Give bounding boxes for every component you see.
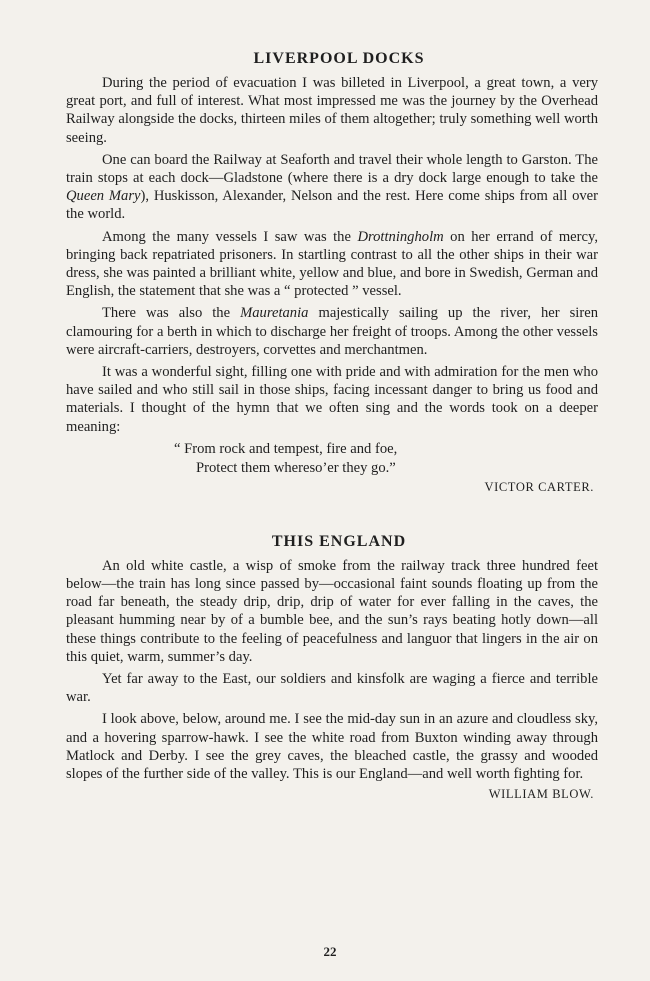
paragraph: There was also the Mauretania majestically sailing up the river, her siren clamouring for a berth in which to discharge her freight of troops. Among the other vessels were aircraft-carriers, destroyers, corvettes and merchantmen. — [66, 305, 598, 358]
author-signature: VICTOR CARTER. — [484, 479, 594, 494]
paragraph: I look above, below, around me. I see the mid-day sun in an azure and cloudless sky, and a hovering sparrow-hawk. I see the white road from Buxton winding away through Matlock and Derby. I see the grey caves, the bleached castle, the grassy and wooded slopes of the further side of the valley. This is our England—and well worth fighting for. — [66, 711, 598, 783]
paragraph: During the period of evacuation I was billeted in Liverpool, a great town, a very great port, and full of interest. What most impressed me was the journey by the Overhead Railway alongside the docks, thirteen miles of them altogether; truly something well worth seeing. — [66, 75, 598, 146]
article-liverpool-docks — [66, 50, 598, 495]
text-column — [66, 50, 598, 802]
author-signature: WILLIAM BLOW. — [488, 787, 594, 802]
paragraph: It was a wonderful sight, filling one with pride and with admiration for the men who have sailed and who still sail in those ships, facing incessant danger to bring us food and materials. I thought of the hymn that we often sing and the words took on a deeper meaning: — [66, 364, 598, 435]
article-title: THIS ENGLAND — [271, 532, 407, 550]
article-title: LIVERPOOL DOCKS — [253, 50, 425, 67]
article-this-england — [66, 533, 598, 802]
paragraph: One can board the Railway at Seaforth and travel their whole length to Garston. The train stops at each dock—Gladstone (where there is a dry dock large enough to take the Queen Mary), Huskisson, Alexander, Nelson and the rest. Here come ships from all over the world. — [66, 151, 598, 223]
paragraph: An old white castle, a wisp of smoke from the railway track three hundred feet below—the train has long since passed by—occasional faint sounds floating up from the road far beneath, the steady drip, drip, drip of water for ever falling in the caves, the pleasant humming near by of a bumble bee, and the sun’s rays beating hotly down—all these things contribute to the feeling of peacefulness and languor that lingers in the air on this quiet, warm, summer’s day. — [66, 557, 598, 665]
quote-line: “ From rock and tempest, fire and foe, — [174, 440, 398, 457]
section-gap — [66, 495, 598, 533]
hymn-quote — [174, 440, 598, 478]
paragraph: Yet far away to the East, our soldiers and kinsfolk are waging a fierce and terrible war. — [66, 671, 598, 706]
page-number: 22 — [323, 944, 337, 959]
quote-line: Protect them whereso’er they go.” — [196, 459, 396, 476]
paragraph: Among the many vessels I saw was the Drottningholm on her errand of mercy, bringing back repatriated prisoners. In startling contrast to all the other ships in their war dress, she was painted a brilliant white, yellow and blue, and bore in Swedish, German and English, the statement that she was a “ protected ” vessel. — [66, 228, 598, 300]
